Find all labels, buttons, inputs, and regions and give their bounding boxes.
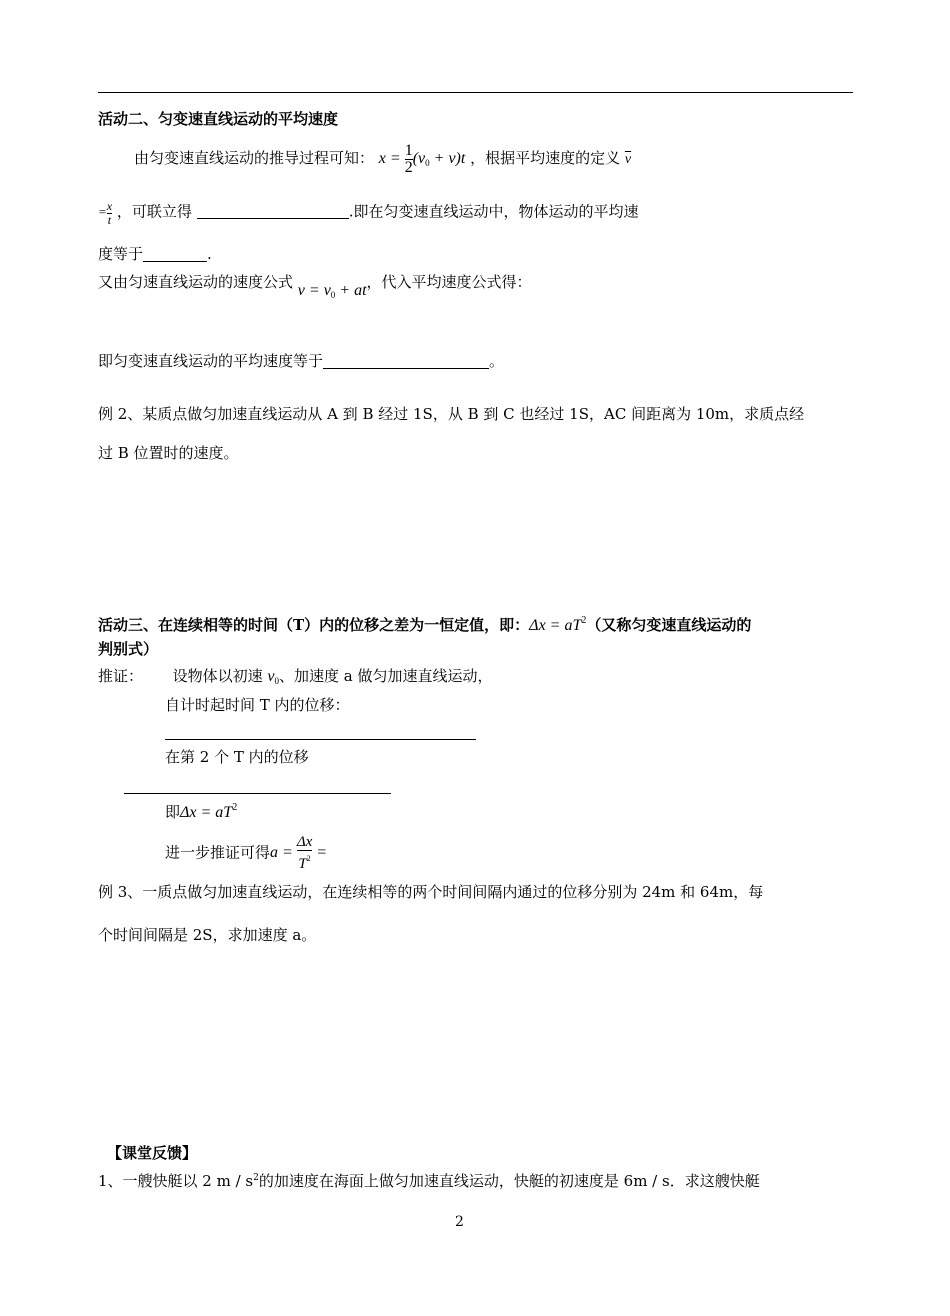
formula-v: v = v0 + at (297, 282, 367, 300)
proof-line1-lead: 设物体以初速 (172, 667, 268, 685)
activity3-title-line2: 判别式） (98, 640, 159, 658)
proof-line2: 自计时起时间 T 内的位移： (165, 696, 350, 714)
feedback-heading: 【课堂反馈】 (107, 1144, 198, 1162)
blank-3[interactable] (323, 354, 489, 369)
activity2-line4 (98, 273, 532, 300)
line3-lead: 度等于 (98, 245, 144, 263)
page-number: 2 (455, 1214, 464, 1230)
proof-label: 推证： (98, 667, 144, 685)
line4-lead: 又由匀速直线运动的速度公式 (98, 273, 294, 291)
blank-line-displacement-2[interactable] (124, 793, 391, 794)
def-tail: ，可联立得 (116, 202, 192, 221)
proof-line5 (165, 834, 327, 872)
example2-line1: 例 2、某质点做匀加速直线运动从 A 到 B 经过 1S，从 B 到 C 也经过 1S，AC 间距离为 10m，求质点经 (98, 405, 805, 423)
activity2-def-line (98, 200, 638, 227)
vbar-symbol: $\overline{v}$ (624, 152, 632, 168)
blank-1[interactable] (197, 204, 349, 219)
activity2-intro (134, 143, 631, 176)
activity2-line3 (98, 247, 212, 262)
proof-line3: 在第 2 个 T 内的位移 (165, 748, 309, 766)
q1-tail: 的加速度在海面上做匀加速直线运动，快艇的初速度是 6m / s．求这艘快艇 (258, 1172, 760, 1190)
q1-sup: 2 (253, 1173, 259, 1183)
formula-x-avg: x = $\frac{1}{2}$ (v0 + v)t (378, 142, 466, 176)
conclusion-lead: 即匀变速直线运动的平均速度等于 (98, 352, 324, 370)
proof-line5-lead: 进一步推证可得 (165, 843, 271, 862)
line3-end: . (207, 245, 212, 263)
activity3-title-tail: （又称匀变速直线运动的 (586, 616, 752, 634)
formula-delta-x: $\Delta x = aT^2$ (529, 615, 587, 634)
example2-line2: 过 B 位置时的速度。 (98, 444, 239, 462)
proof-line4 (165, 803, 237, 821)
def-tail2: .即在匀变速直线运动中，物体运动的平均速 (348, 202, 639, 221)
line4-tail: ，代入平均速度公式得： (366, 273, 532, 291)
formula-x-over-t: = $\frac{x}{t}$ (98, 199, 113, 227)
q1-lead: 1、一艘快艇以 2 m / s (98, 1172, 254, 1190)
conclusion-end: 。 (489, 352, 505, 370)
activity2-conclusion (98, 354, 504, 369)
intro-lead: 由匀变速直线运动的推导过程可知： (134, 149, 375, 168)
symbol-v0: v0 (267, 668, 279, 686)
proof-line4-lead: 即 (165, 803, 181, 821)
blank-2[interactable] (143, 247, 207, 262)
proof-line1-tail: 、加速度 a 做匀加速直线运动， (278, 667, 493, 685)
formula-delta-x-2: $\Delta x = aT^2$ (180, 802, 238, 821)
activity3-title-lead: 活动三、在连续相等的时间（T）内的位移之差为一恒定值，即： (98, 616, 530, 634)
feedback-q1 (98, 1174, 760, 1189)
activity2-title: 活动二、匀变速直线运动的平均速度 (98, 110, 339, 128)
example3-line1: 例 3、一质点做匀加速直线运动，在连续相等的两个时间间隔内通过的位移分别为 24m 和 64m，每 (98, 883, 764, 901)
proof-line1 (98, 669, 492, 686)
header-rule (98, 92, 853, 93)
intro-tail: ，根据平均速度的定义 (470, 149, 621, 168)
formula-a: a = $\frac{\Delta x}{T^2}$ = (270, 834, 328, 872)
blank-line-displacement-1[interactable] (165, 739, 476, 740)
example3-line2: 个时间间隔是 2S，求加速度 a。 (98, 926, 317, 944)
activity3-title (98, 616, 751, 634)
